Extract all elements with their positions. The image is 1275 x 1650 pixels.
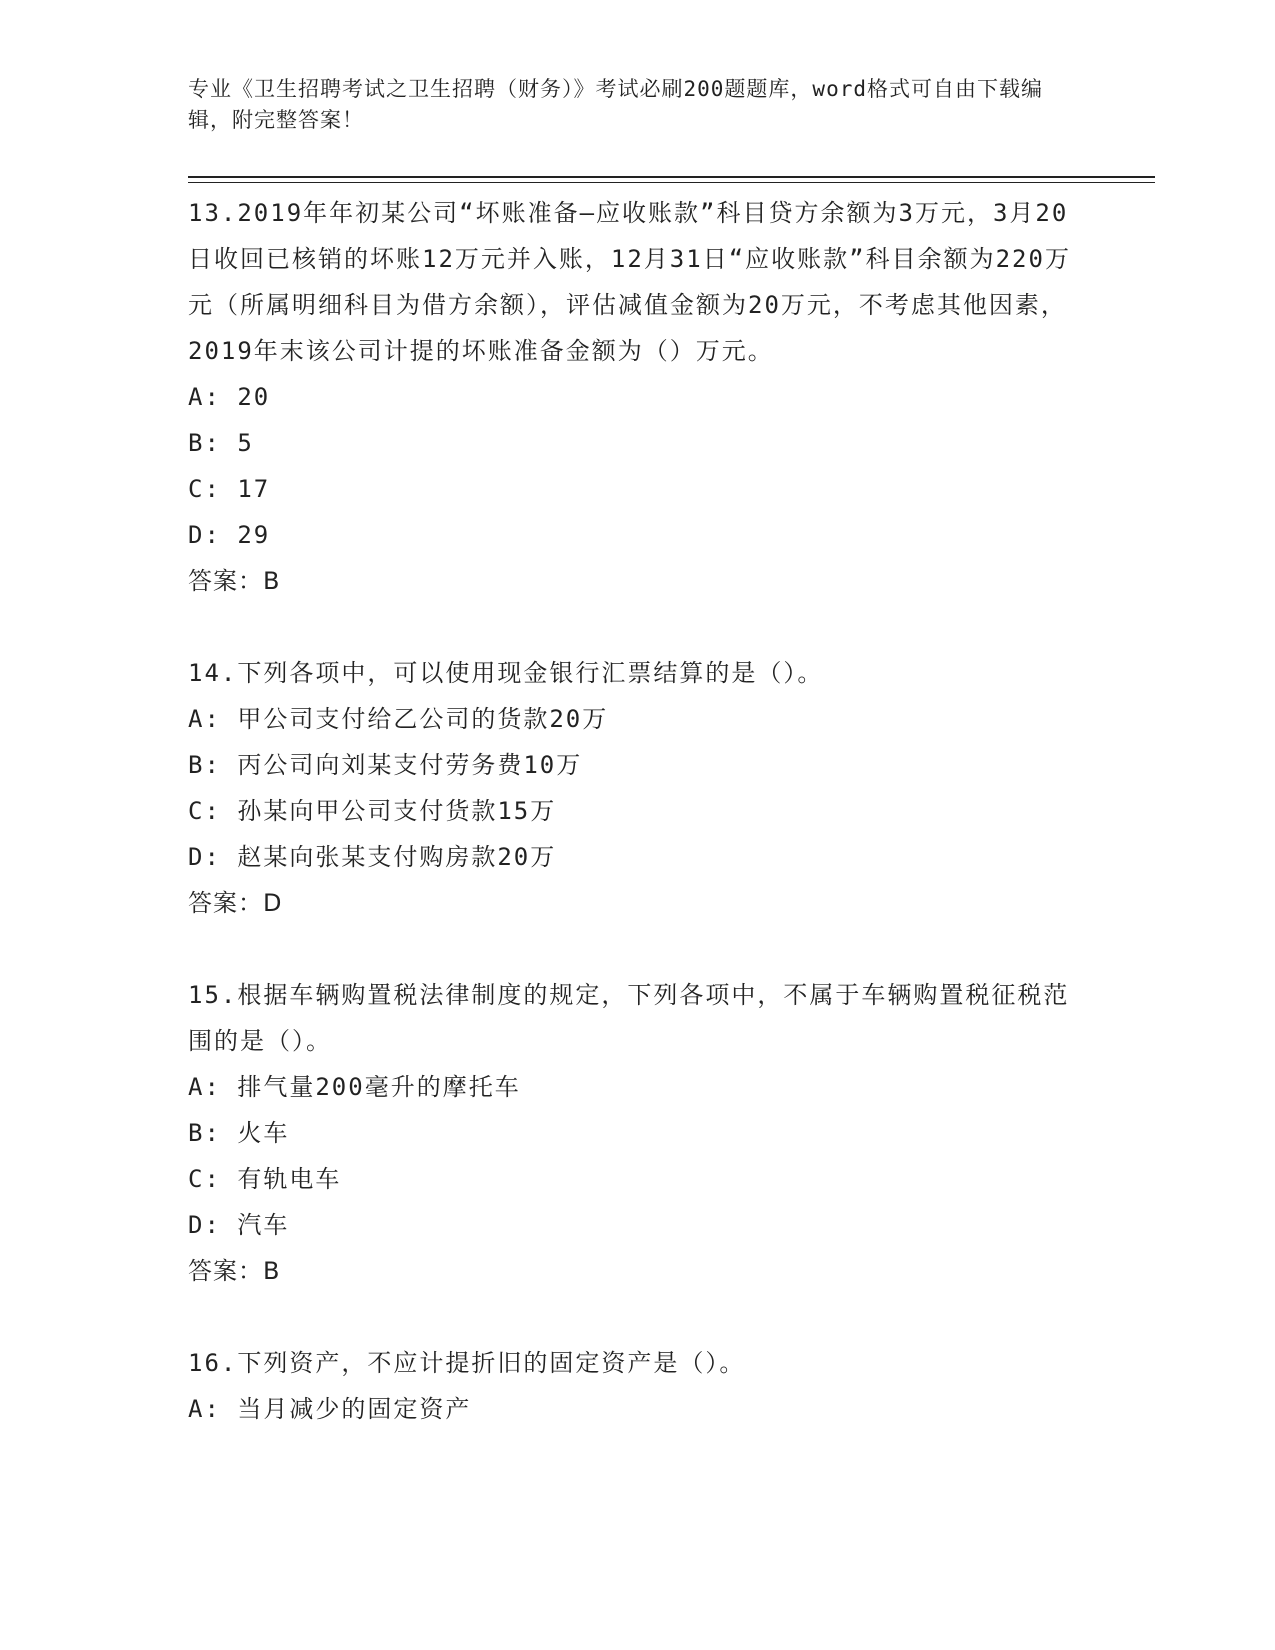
header-intro-text: 专业《卫生招聘考试之卫生招聘（财务）》考试必刷200题题库，word格式可自由下载编辑，附完整答案！ xyxy=(188,77,1043,132)
answer-line: 答案：D xyxy=(188,889,283,917)
option-b: B: 丙公司向刘某支付劳务费10万 xyxy=(188,751,583,779)
option-a: A: 甲公司支付给乙公司的货款20万 xyxy=(188,705,609,733)
question-stem: 16.下列资产，不应计提折旧的固定资产是（）。 xyxy=(188,1349,746,1377)
answer-line: 答案：B xyxy=(188,567,281,595)
option-d: D: 赵某向张某支付购房款20万 xyxy=(188,843,557,871)
option-a: A: 当月减少的固定资产 xyxy=(188,1395,472,1423)
option-c: C: 孙某向甲公司支付货款15万 xyxy=(188,797,557,825)
question-stem: 15.根据车辆购置税法律制度的规定，下列各项中，不属于车辆购置税征税范围的是（）。 xyxy=(188,981,1070,1055)
document-header xyxy=(188,74,1068,136)
option-a: A: 排气量200毫升的摩托车 xyxy=(188,1073,521,1101)
question-list xyxy=(188,190,1088,1478)
question-stem: 14.下列各项中，可以使用现金银行汇票结算的是（）。 xyxy=(188,659,824,687)
option-d: D: 汽车 xyxy=(188,1211,290,1239)
question-16 xyxy=(188,1340,1088,1432)
question-13 xyxy=(188,190,1088,604)
option-d: D: 29 xyxy=(188,521,271,549)
question-stem: 13.2019年年初某公司“坏账准备—应收账款”科目贷方余额为3万元，3月20日收回已核销的坏账12万元并入账，12月31日“应收账款”科目余额为220万元（所属明细科目为借方余额），评估减值金额为20万元，不考虑其他因素，2019年末该公司计提的坏账准备金额为（）万元。 xyxy=(188,199,1071,365)
header-divider-thick xyxy=(188,176,1155,178)
question-14 xyxy=(188,650,1088,926)
header-divider-thin xyxy=(188,182,1155,183)
option-b: B: 火车 xyxy=(188,1119,290,1147)
option-b: B: 5 xyxy=(188,429,254,457)
answer-line: 答案：B xyxy=(188,1257,281,1285)
option-c: C: 有轨电车 xyxy=(188,1165,342,1193)
option-a: A: 20 xyxy=(188,383,271,411)
question-15 xyxy=(188,972,1088,1294)
option-c: C: 17 xyxy=(188,475,271,503)
